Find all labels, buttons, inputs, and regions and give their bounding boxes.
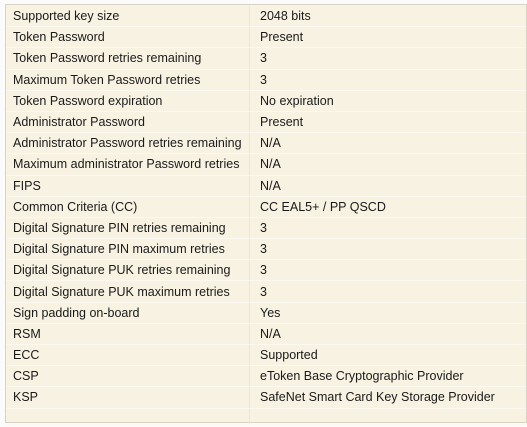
property-name: Digital Signature PIN maximum retries [6, 239, 250, 259]
property-value: 3 [260, 263, 267, 278]
table-row[interactable] [6, 387, 526, 408]
table-row[interactable] [6, 176, 526, 197]
property-name: Maximum administrator Password retries [6, 154, 250, 174]
table-row[interactable] [6, 260, 526, 281]
table-row[interactable] [6, 48, 526, 69]
property-name: Common Criteria (CC) [6, 197, 250, 217]
table-row[interactable] [6, 239, 526, 260]
table-row[interactable] [6, 91, 526, 112]
property-name: RSM [6, 324, 250, 344]
property-name-empty [6, 409, 250, 424]
property-name: Token Password expiration [6, 91, 250, 111]
table-row[interactable] [6, 70, 526, 91]
table-row[interactable] [6, 281, 526, 302]
property-name: Digital Signature PUK maximum retries [6, 281, 250, 301]
property-value: Yes [260, 305, 281, 320]
property-value: 3 [260, 51, 267, 66]
property-name: Maximum Token Password retries [6, 70, 250, 90]
table-row[interactable] [6, 154, 526, 175]
property-name: Digital Signature PIN retries remaining [6, 218, 250, 238]
table-row[interactable] [6, 6, 526, 27]
property-value: N/A [260, 326, 281, 341]
property-name: FIPS [6, 176, 250, 196]
table-row[interactable] [6, 345, 526, 366]
table-row[interactable] [6, 366, 526, 387]
table-row[interactable] [6, 112, 526, 133]
property-name: Sign padding on-board [6, 303, 250, 323]
property-name: Token Password retries remaining [6, 48, 250, 68]
property-value: Present [260, 30, 304, 45]
properties-table [6, 6, 526, 425]
property-value: N/A [260, 178, 281, 193]
table-row-empty [6, 409, 526, 425]
property-value: 3 [260, 284, 267, 299]
table-row[interactable] [6, 303, 526, 324]
property-value: N/A [260, 136, 281, 151]
property-value: SafeNet Smart Card Key Storage Provider [260, 390, 495, 405]
property-name: Administrator Password [6, 112, 250, 132]
property-name: ECC [6, 345, 250, 365]
property-value: Present [260, 115, 304, 130]
table-row[interactable] [6, 197, 526, 218]
table-row[interactable] [6, 27, 526, 48]
table-row[interactable] [6, 133, 526, 154]
property-name: Administrator Password retries remaining [6, 133, 250, 153]
property-name: Token Password [6, 27, 250, 47]
property-value: eToken Base Cryptographic Provider [260, 369, 464, 384]
table-row[interactable] [6, 324, 526, 345]
property-name: CSP [6, 366, 250, 386]
table-row[interactable] [6, 218, 526, 239]
property-value: 3 [260, 242, 267, 257]
property-value: 3 [260, 72, 267, 87]
property-value: No expiration [260, 93, 334, 108]
property-name: Supported key size [6, 6, 250, 26]
property-value-empty [250, 409, 260, 424]
property-value: 2048 bits [260, 9, 311, 24]
property-value: Supported [260, 348, 318, 363]
property-value: CC EAL5+ / PP QSCD [260, 199, 386, 214]
property-name: KSP [6, 387, 250, 407]
property-name: Digital Signature PUK retries remaining [6, 260, 250, 280]
property-value: N/A [260, 157, 281, 172]
property-value: 3 [260, 220, 267, 235]
token-properties-panel [5, 4, 527, 423]
